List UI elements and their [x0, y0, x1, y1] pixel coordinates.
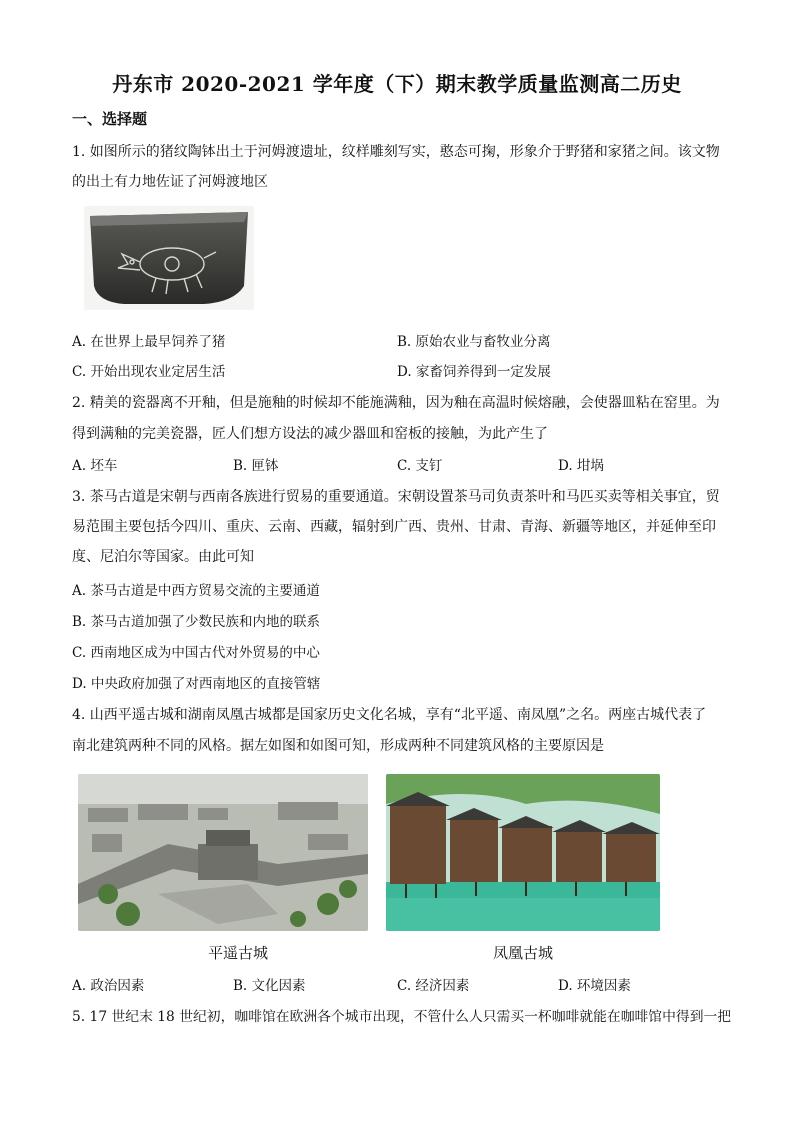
q3-option-a: A. 茶马古道是中西方贸易交流的主要通道 — [72, 583, 320, 599]
pottery-bowl-image — [84, 206, 254, 310]
q4-option-d: D. 环境因素 — [558, 978, 631, 994]
q2-option-b: B. 匣钵 — [233, 458, 279, 474]
q3-line-1: 3. 茶马古道是宋朝与西南各族进行贸易的重要通道。宋朝设置茶马司负责茶叶和马匹买卖等相关事宜，贸 — [72, 489, 720, 505]
q3-line-3: 度、尼泊尔等国家。由此可知 — [72, 549, 254, 565]
q4-option-c: C. 经济因素 — [397, 978, 470, 994]
q1-option-c: C. 开始出现农业定居生活 — [72, 364, 226, 380]
section-heading: 一、选择题 — [72, 110, 148, 128]
q2-line-2: 得到满釉的完美瓷器，匠人们想方设法的减少器皿和窑板的接触，为此产生了 — [72, 426, 548, 442]
q3-option-b: B. 茶马古道加强了少数民族和内地的联系 — [72, 614, 321, 630]
q1-option-d: D. 家畜饲养得到一定发展 — [397, 364, 551, 380]
q2-option-a: A. 坯车 — [72, 458, 118, 474]
q1-option-b: B. 原始农业与畜牧业分离 — [397, 334, 551, 350]
page-title: 丹东市 2020-2021 学年度（下）期末教学质量监测高二历史 — [112, 72, 682, 96]
q2-line-1: 2. 精美的瓷器离不开釉，但是施釉的时候却不能施满釉，因为釉在高温时候熔融，会使器皿粘在窑里。为 — [72, 395, 720, 411]
q2-option-c: C. 支钉 — [397, 458, 443, 474]
q4-option-a: A. 政治因素 — [72, 978, 145, 994]
q4-line-2: 南北建筑两种不同的风格。据左如图和如图可知，形成两种不同建筑风格的主要原因是 — [72, 738, 604, 754]
q3-line-2: 易范围主要包括今四川、重庆、云南、西藏，辐射到广西、贵州、甘肃、青海、新疆等地区，并延伸至印 — [72, 519, 716, 535]
fenghuang-ancient-city-image — [386, 774, 660, 931]
q4-option-b: B. 文化因素 — [233, 978, 306, 994]
q4-line-1: 4. 山西平遥古城和湖南凤凰古城都是国家历史文化名城，享有“北平遥、南凤凰”之名。两座古城代表了 — [72, 707, 707, 723]
q2-option-d: D. 坩埚 — [558, 458, 604, 474]
q1-option-a: A. 在世界上最早饲养了猪 — [72, 334, 226, 350]
q1-line-2: 的出土有力地佐证了河姆渡地区 — [72, 174, 268, 190]
q3-option-d: D. 中央政府加强了对西南地区的直接管辖 — [72, 676, 321, 692]
q3-option-c: C. 西南地区成为中国古代对外贸易的中心 — [72, 645, 320, 661]
pingyao-caption: 平遥古城 — [207, 944, 268, 962]
q5-line-1: 5. 17 世纪末 18 世纪初，咖啡馆在欧洲各个城市出现，不管什么人只需买一杯咖啡就能在咖啡馆中得到一把 — [72, 1009, 732, 1025]
pingyao-ancient-city-image — [78, 774, 368, 931]
fenghuang-caption: 凤凰古城 — [492, 944, 553, 962]
q1-line-1: 1. 如图所示的猪纹陶钵出土于河姆渡遗址，纹样雕刻写实，憨态可掬，形象介于野猪和家猪之间。该文物 — [72, 144, 720, 160]
